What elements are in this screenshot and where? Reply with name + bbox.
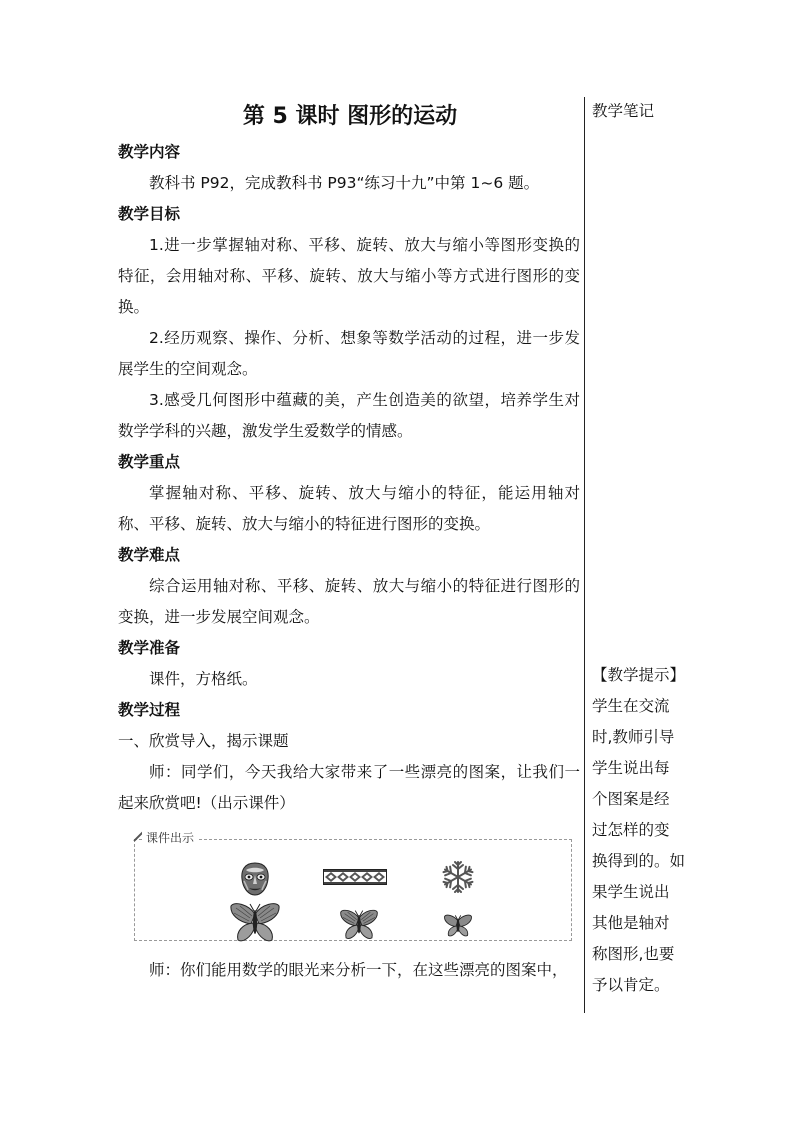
goal-item: 3.感受几何图形中蕴藏的美，产生创造美的欲望，培养学生对数学学科的兴趣，激发学生爱数学的情感。 xyxy=(118,391,580,440)
process-subheading: 一、欣赏导入，揭示课题 xyxy=(118,732,289,750)
prep-text: 课件，方格纸。 xyxy=(149,670,258,688)
hint-line: 过怎样的变 xyxy=(592,821,670,839)
butterfly-small-icon xyxy=(444,914,472,938)
hint-line: 果学生说出 xyxy=(592,883,670,901)
goal-item: 2.经历观察、操作、分析、想象等数学活动的过程，进一步发展学生的空间观念。 xyxy=(118,329,580,378)
difficulty-text: 综合运用轴对称、平移、旋转、放大与缩小的特征进行图形的变换，进一步发展空间观念。 xyxy=(118,577,580,626)
process-paragraph: 师：同学们，今天我给大家带来了一些漂亮的图案，让我们一起来欣赏吧!（出示课件） xyxy=(118,763,580,812)
content-text: 教科书 P92，完成教科书 P93“练习十九”中第 1~6 题。 xyxy=(149,174,540,192)
teaching-hint xyxy=(592,660,686,1001)
butterfly-large-icon xyxy=(230,902,280,944)
goal-item: 1.进一步掌握轴对称、平移、旋转、放大与缩小等图形变换的特征，会用轴对称、平移、旋转、放大与缩小等方式进行图形的变换。 xyxy=(118,236,580,316)
column-divider xyxy=(584,97,585,1013)
goals-heading: 教学目标 xyxy=(118,205,181,223)
notes-heading: 教学笔记 xyxy=(592,102,655,120)
courseware-box xyxy=(118,829,580,941)
courseware-label: 课件出示 xyxy=(142,829,198,847)
prep-heading: 教学准备 xyxy=(118,639,181,657)
hint-line: 时,教师引导 xyxy=(592,728,675,746)
snowflake-icon xyxy=(440,859,476,895)
hint-line: 其他是轴对 xyxy=(592,914,670,932)
hint-line: 予以肯定。 xyxy=(592,976,670,994)
hint-line: 学生在交流 xyxy=(592,697,670,715)
hint-line: 学生说出每 xyxy=(592,759,670,777)
content-heading: 教学内容 xyxy=(118,143,181,161)
hint-line: 换得到的。如 xyxy=(592,852,686,870)
hint-line: 个图案是经 xyxy=(592,790,670,808)
hint-line: 称图形,也要 xyxy=(592,945,675,963)
process-heading: 教学过程 xyxy=(118,701,181,719)
lesson-body xyxy=(118,137,580,986)
key-heading: 教学重点 xyxy=(118,453,181,471)
difficulty-heading: 教学难点 xyxy=(118,546,181,564)
process-paragraph-2: 师：你们能用数学的眼光来分析一下，在这些漂亮的图案中， xyxy=(149,961,568,979)
diamond-strip-icon xyxy=(323,869,387,885)
page-title: 第 5 课时 图形的运动 xyxy=(242,104,458,129)
hint-heading: 【教学提示】 xyxy=(592,666,686,684)
butterfly-medium-icon xyxy=(340,909,378,941)
opera-mask-icon xyxy=(238,861,272,897)
key-text: 掌握轴对称、平移、旋转、放大与缩小的特征，能运用轴对称、平移、旋转、放大与缩小的特征进行图形的变换。 xyxy=(118,484,580,533)
